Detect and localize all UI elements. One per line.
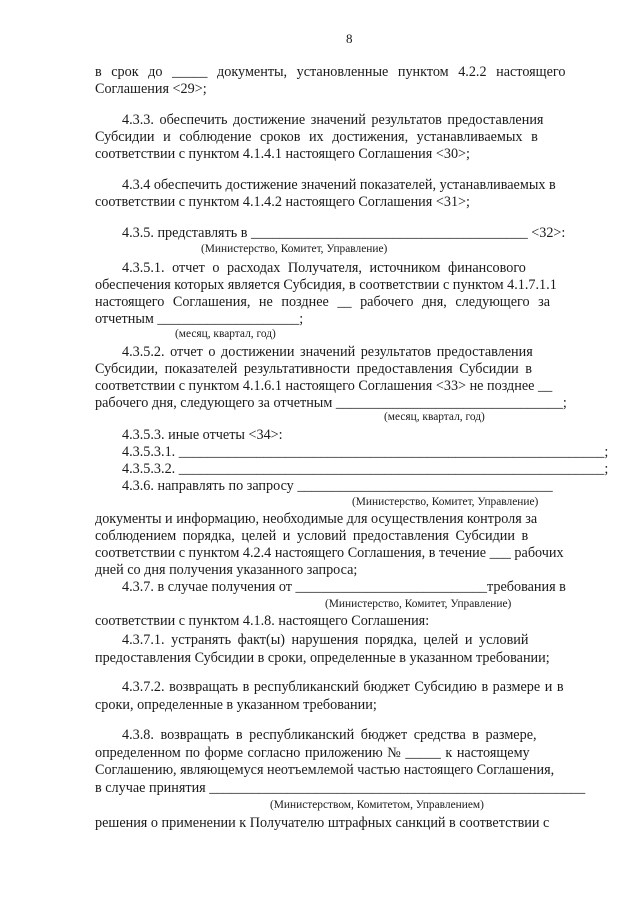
clause-4-3-5-3-1: 4.3.5.3.1. ____________________________________________________________; bbox=[122, 444, 609, 460]
clause-4-3-5-line-1: 4.3.5. представлять в _______________________________________ <32>: bbox=[122, 225, 566, 241]
clause-4-3-8-line-3: Соглашению, являющемуся неотъемлемой частью настоящего Соглашения, bbox=[95, 762, 555, 778]
clause-4-3-6-line-4: соответствии с пунктом 4.2.4 настоящего Соглашения, в течение ___ рабочих bbox=[95, 545, 564, 561]
clause-4-3-5-3: 4.3.5.3. иные отчеты <34>: bbox=[122, 427, 283, 443]
clause-4-3-5-2-caption: (месяц, квартал, год) bbox=[384, 411, 485, 423]
line-l1a: в срок до _____ документы, установленные пунктом 4.2.2 настоящего bbox=[95, 64, 566, 80]
clause-4-3-5-1-line-1: 4.3.5.1. отчет о расходах Получателя, источником финансового bbox=[122, 260, 526, 276]
clause-4-3-7-line-2: соответствии с пунктом 4.1.8. настоящего Соглашения: bbox=[95, 613, 430, 629]
clause-4-3-5-1-caption: (месяц, квартал, год) bbox=[175, 328, 276, 340]
clause-4-3-5-2-line-4: рабочего дня, следующего за отчетным ________________________________; bbox=[95, 395, 567, 411]
clause-4-3-7-caption: (Министерство, Комитет, Управление) bbox=[325, 598, 512, 610]
clause-4-3-3-line-3: соответствии с пунктом 4.1.4.1 настоящего Соглашения <30>; bbox=[95, 146, 470, 162]
clause-4-3-6-caption: (Министерство, Комитет, Управление) bbox=[352, 496, 539, 508]
clause-4-3-3-line-2: Субсидии и соблюдение сроков их достижения, устанавливаемых в bbox=[95, 129, 538, 145]
clause-4-3-8-caption: (Министерством, Комитетом, Управлением) bbox=[270, 799, 484, 811]
clause-4-3-3-line-1: 4.3.3. обеспечить достижение значений результатов предоставления bbox=[122, 112, 544, 128]
clause-4-3-7-1-line-1: 4.3.7.1. устранять факт(ы) нарушения порядка, целей и условий bbox=[122, 632, 529, 648]
clause-4-3-6-line-5: дней со дня получения указанного запроса; bbox=[95, 562, 358, 578]
clause-4-3-5-1-line-3: настоящего Соглашения, не позднее __ рабочего дня, следующего за bbox=[95, 294, 551, 310]
clause-4-3-5-2-line-2: Субсидии, показателей результативности предоставления Субсидии в bbox=[95, 361, 532, 377]
page-number: 8 bbox=[346, 31, 353, 46]
clause-4-3-4-line-1: 4.3.4 обеспечить достижение значений показателей, устанавливаемых в bbox=[122, 177, 556, 193]
clause-4-3-7-1-line-2: предоставления Субсидии в сроки, определенные в указанном требовании; bbox=[95, 650, 550, 666]
clause-4-3-5-caption: (Министерство, Комитет, Управление) bbox=[201, 243, 388, 255]
line-l1b: Соглашения <29>; bbox=[95, 81, 207, 97]
clause-4-3-6-line-3: соблюдением порядка, целей и условий предоставления Субсидии в bbox=[95, 528, 529, 544]
clause-4-3-7-2-line-1: 4.3.7.2. возвращать в республиканский бюджет Субсидию в размере и в bbox=[122, 679, 564, 695]
clause-4-3-7-line-1: 4.3.7. в случае получения от ___________________________требования в bbox=[122, 579, 566, 595]
clause-4-3-6-line-1: 4.3.6. направлять по запросу ____________________________________ bbox=[122, 478, 553, 494]
clause-4-3-7-2-line-2: сроки, определенные в указанном требовании; bbox=[95, 697, 377, 713]
clause-4-3-4-line-2: соответствии с пунктом 4.1.4.2 настоящего Соглашения <31>; bbox=[95, 194, 470, 210]
clause-4-3-8-line-5: решения о применении к Получателю штрафных санкций в соответствии с bbox=[95, 815, 550, 831]
clause-4-3-8-line-2: определенном по форме согласно приложению № _____ к настоящему bbox=[95, 745, 530, 761]
clause-4-3-6-line-2: документы и информацию, необходимые для осуществления контроля за bbox=[95, 511, 538, 527]
clause-4-3-8-line-4: в случае принятия _____________________________________________________ bbox=[95, 780, 586, 796]
clause-4-3-5-1-line-2: обеспечения которых является Субсидия, в соответствии с пунктом 4.1.7.1.1 bbox=[95, 277, 557, 293]
clause-4-3-5-2-line-1: 4.3.5.2. отчет о достижении значений результатов предоставления bbox=[122, 344, 533, 360]
clause-4-3-5-3-2: 4.3.5.3.2. ____________________________________________________________; bbox=[122, 461, 609, 477]
clause-4-3-5-1-line-4: отчетным ____________________; bbox=[95, 311, 304, 327]
clause-4-3-5-2-line-3: соответствии с пунктом 4.1.6.1 настоящего Соглашения <33> не позднее __ bbox=[95, 378, 553, 394]
clause-4-3-8-line-1: 4.3.8. возвращать в республиканский бюджет средства в размере, bbox=[122, 727, 537, 743]
